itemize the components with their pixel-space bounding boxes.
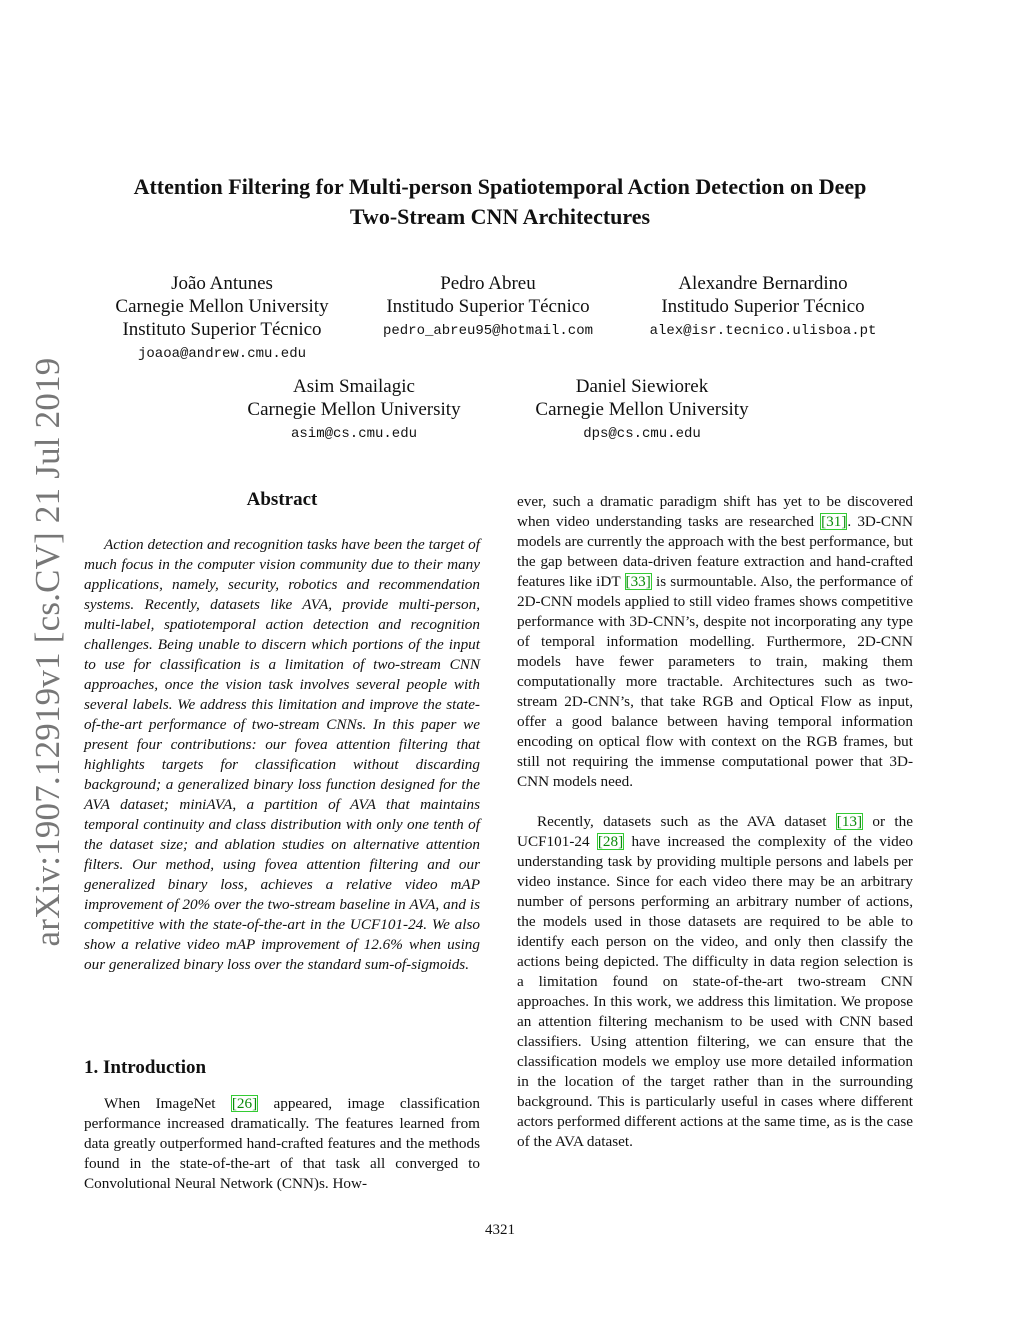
author-email[interactable]: alex@isr.tecnico.ulisboa.pt	[649, 323, 877, 339]
author-affiliation: Institudo Superior Técnico	[386, 296, 590, 317]
section-heading-introduction: 1. Introduction	[84, 1057, 207, 1078]
author-email[interactable]: asim@cs.cmu.edu	[290, 426, 418, 442]
author-name: Daniel Siewiorek	[575, 376, 709, 397]
author-email[interactable]: joaoa@andrew.cmu.edu	[137, 346, 307, 362]
page-number: 4321	[485, 1222, 515, 1238]
author-affiliation: Carnegie Mellon University	[115, 296, 329, 317]
text-run: have increased the complexity of the video understanding task by providing multiple persons and labels per video instance. Since for each video there may be an arbitrary number of persons performing an arbitrary number of actions, the models used in those datasets are required to be able to identify each person on the video, and only then classify the actions being depicted. The difficulty in data region selection is a limitation found on state-of-the-art two-stream CNN approaches. In this work, we address this limitation. We propose an attention filtering mechanism to be used with CNN based classifiers. Using attention filtering, we can ensure that the classification models we employ use more detailed information in the location of the target rather than in the surrounding background. This is particularly useful in cases where different actors performed different actions at the same time, as is the case of the AVA dataset.	[517, 833, 913, 1150]
author-name: Pedro Abreu	[440, 273, 536, 294]
intro-paragraph-1	[84, 1094, 480, 1194]
intro-column-left	[84, 1094, 480, 1194]
author-block-1	[108, 272, 336, 367]
citation-link[interactable]: [13]	[836, 813, 863, 830]
author-affiliation: Carnegie Mellon University	[247, 399, 461, 420]
author-affiliation: Instituto Superior Técnico	[122, 319, 322, 340]
text-run: . 3D-CNN models are currently the approach with the best performance, but the gap between data-driven feature extraction and hand-crafted features like iDT	[517, 513, 914, 590]
text-run: is surmountable. Also, the performance of 2D-CNN models applied to still video frames shows competitive performance with 3D-CNN’s, despite not incorporating any type of temporal information modelling. Furthermore, 2D-CNN models have fewer parameters to train, making them computationally more tractable. Architectures such as two-stream 2D-CNN’s, that take RGB and Optical Flow as input, offer a good balance between having temporal information encoding on optical flow with context on the RGB frames, but still not requiring the immense computational power that 3D-CNN models need.	[517, 573, 913, 790]
text-run: ever, such a dramatic paradigm shift has yet to be discovered when video understanding tasks are researched	[517, 493, 913, 530]
author-block-4	[238, 375, 470, 447]
citation-link[interactable]: [31]	[821, 513, 847, 530]
author-email[interactable]: pedro_abreu95@hotmail.com	[382, 323, 594, 339]
citation-link[interactable]: [33]	[625, 573, 651, 590]
author-name: João Antunes	[171, 273, 273, 294]
author-block-5	[526, 375, 758, 447]
author-email[interactable]: dps@cs.cmu.edu	[583, 426, 701, 442]
author-name: Asim Smailagic	[293, 376, 415, 397]
author-block-2	[372, 272, 604, 344]
citation-link[interactable]: [28]	[597, 833, 624, 850]
text-run: or the UCF101-24	[517, 813, 913, 850]
right-paragraph-1	[517, 492, 913, 792]
text-run: appeared, image classification performance increased dramatically. The features learned from data greatly outperformed hand-crafted features and the methods found in the state-of-the-art of that task all converged to Convolutional Neural Network (CNN)s. How-	[84, 1095, 480, 1192]
arxiv-stamp: arXiv:1907.12919v1 [cs.CV] 21 Jul 2019	[28, 357, 67, 947]
citation-link[interactable]: [26]	[231, 1095, 258, 1112]
right-paragraph-2	[517, 812, 913, 1152]
abstract-body	[84, 535, 480, 975]
body-column-right	[517, 492, 913, 1152]
title-line-1: Attention Filtering for Multi-person Spatiotemporal Action Detection on Deep	[133, 174, 867, 199]
paper-title	[60, 172, 940, 232]
text-run: When ImageNet	[104, 1095, 231, 1112]
author-affiliation: Institudo Superior Técnico	[661, 296, 865, 317]
author-affiliation: Carnegie Mellon University	[535, 399, 749, 420]
text-run: Recently, datasets such as the AVA dataset	[537, 813, 836, 830]
author-block-3	[636, 272, 890, 344]
abstract-heading: Abstract	[246, 489, 318, 510]
title-line-2: Two-Stream CNN Architectures	[349, 204, 651, 229]
author-name: Alexandre Bernardino	[678, 273, 848, 294]
abstract-paragraph: Action detection and recognition tasks have been the target of much focus in the computer vision community due to their many applications, namely, security, robotics and recommendation systems. Recently, datasets like AVA, provide multi-person, multi-label, spatiotemporal action detection and recognition challenges. Being unable to discern which portions of the input to use for classification is a limitation of two-stream CNN approaches, once the vision task involves several people with several labels. We address this limitation and improve the state-of-the-art performance of two-stream CNNs. In this paper we present four contributions: our fovea attention filtering that highlights targets for classification without discarding background; a generalized binary loss function designed for the AVA dataset; miniAVA, a partition of AVA that maintains temporal continuity and class distribution with only one tenth of the dataset size; and ablation studies on alternative attention filters. Our method, using fovea attention filtering and our generalized binary loss, achieves a relative video mAP improvement of 20% over the two-stream baseline in AVA, and is competitive with the state-of-the-art in the UCF101-24. We also show a relative video mAP improvement of 12.6% when using our generalized binary loss over the standard sum-of-sigmoids.	[84, 536, 480, 973]
